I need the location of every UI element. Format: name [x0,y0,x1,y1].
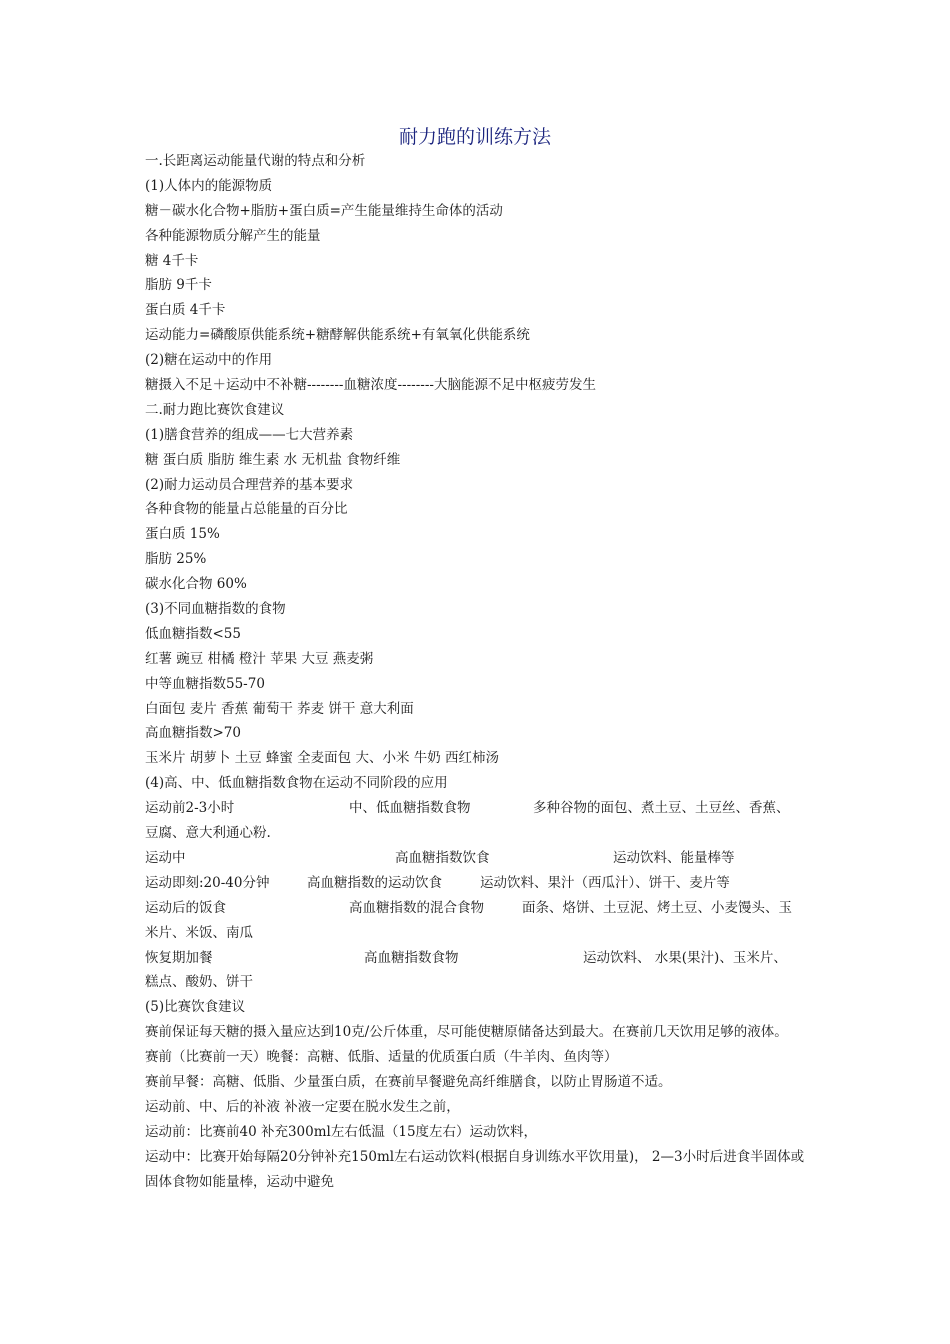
stage-foods: 面条、烙饼、土豆泥、烤土豆、小麦馒头、玉 [522,899,792,916]
stage-type: 高血糖指数饮食 [395,849,490,866]
stage-foods-continued: 糕点、酸奶、饼干 [145,974,253,991]
stage-type: 中、低血糖指数食物 [349,800,471,817]
text-line: 玉米片 胡萝卜 土豆 蜂蜜 全麦面包 大、小米 牛奶 西红柿汤 [145,750,500,767]
stage-row [145,846,810,871]
text-line: 低血糖指数<55 [145,625,241,642]
stage-phase: 运动前2-3小时 [145,800,235,817]
text-line: 糖 蛋白质 脂肪 维生素 水 无机盐 食物纤维 [145,451,401,468]
section-heading: 二.耐力跑比赛饮食建议 [145,401,285,418]
document-title: 耐力跑的训练方法 [398,126,551,148]
subsection-heading: (1)膳食营养的组成——七大营养素 [145,426,354,443]
subsection-heading: (3)不同血糖指数的食物 [145,601,286,618]
stage-foods: 运动饮料、能量棒等 [613,849,735,866]
text-line: 白面包 麦片 香蕉 葡萄干 荞麦 饼干 意大利面 [145,700,414,717]
document-body [145,149,810,1194]
text-line: 各种食物的能量占总能量的百分比 [145,501,348,518]
stage-type: 高血糖指数食物 [364,949,459,966]
text-line: 碳水化合物 60% [145,576,247,593]
stage-foods-continued: 豆腐、意大利通心粉. [145,825,271,842]
stage-phase: 运动中 [145,849,186,866]
text-line: 糖－碳水化合物+脂肪+蛋白质=产生能量维持生命体的活动 [145,202,503,219]
text-line: 红薯 豌豆 柑橘 橙汁 苹果 大豆 燕麦粥 [145,650,374,667]
stage-type: 高血糖指数的混合食物 [349,899,484,916]
stage-foods: 运动饮料、果汁（西瓜汁）、饼干、麦片等 [480,874,730,891]
text-line: 中等血糖指数55-70 [145,675,265,692]
text-line: 高血糖指数>70 [145,725,241,742]
paragraph: 运动中：比赛开始每隔20分钟补充150ml左右运动饮料(根据自身训练水平饮用量)， 2—3小时后进食半固体或固体食物如能量棒，运动中避免 [145,1148,805,1190]
stage-row [145,871,810,896]
paragraph: 赛前（比赛前一天）晚餐：高糖、低脂、适量的优质蛋白质（牛羊肉、鱼肉等） [145,1049,618,1066]
stage-phase: 恢复期加餐 [145,949,213,966]
stage-foods-continued: 米片、米饭、南瓜 [145,924,253,941]
stage-foods: 多种谷物的面包、煮土豆、土豆丝、香蕉、 [533,800,790,817]
text-line: 蛋白质 4千卡 [145,302,226,319]
stage-foods: 运动饮料、 水果(果汁)、玉米片、 [583,949,787,966]
paragraph: 赛前保证每天糖的摄入量应达到10克/公斤体重，尽可能使糖原储备达到最大。在赛前几天饮用足够的液体。 [145,1024,788,1041]
text-line: 运动能力=磷酸原供能系统+糖酵解供能系统+有氧氧化供能系统 [145,327,530,344]
paragraph: 运动前：比赛前40 补充300ml左右低温（15度左右）运动饮料， [145,1123,538,1140]
subsection-heading: (2)糖在运动中的作用 [145,352,273,369]
text-line: 糖 4千卡 [145,252,199,269]
subsection-heading: (5)比赛饮食建议 [145,999,246,1016]
stage-row [145,796,810,821]
text-line: 糖摄入不足＋运动中不补糖--------血糖浓度--------大脑能源不足中枢疲劳发生 [145,377,596,394]
subsection-heading: (4)高、中、低血糖指数食物在运动不同阶段的应用 [145,775,448,792]
text-line: 各种能源物质分解产生的能量 [145,227,321,244]
subsection-heading: (1)人体内的能源物质 [145,177,273,194]
subsection-heading: (2)耐力运动员合理营养的基本要求 [145,476,354,493]
stage-phase: 运动即刻:20-40分钟 [145,874,270,891]
section-heading: 一.长距离运动能量代谢的特点和分析 [145,153,366,169]
stage-row [145,896,810,921]
stage-row [145,946,810,971]
text-line: 蛋白质 15% [145,526,220,543]
stage-phase: 运动后的饭食 [145,899,226,916]
stage-type: 高血糖指数的运动饮食 [307,874,442,891]
text-line: 脂肪 25% [145,551,207,568]
paragraph: 赛前早餐：高糖、低脂、少量蛋白质，在赛前早餐避免高纤维膳食，以防止胃肠道不适。 [145,1073,672,1090]
text-line: 脂肪 9千卡 [145,277,212,294]
paragraph: 运动前、中、后的补液 补液一定要在脱水发生之前， [145,1098,460,1115]
